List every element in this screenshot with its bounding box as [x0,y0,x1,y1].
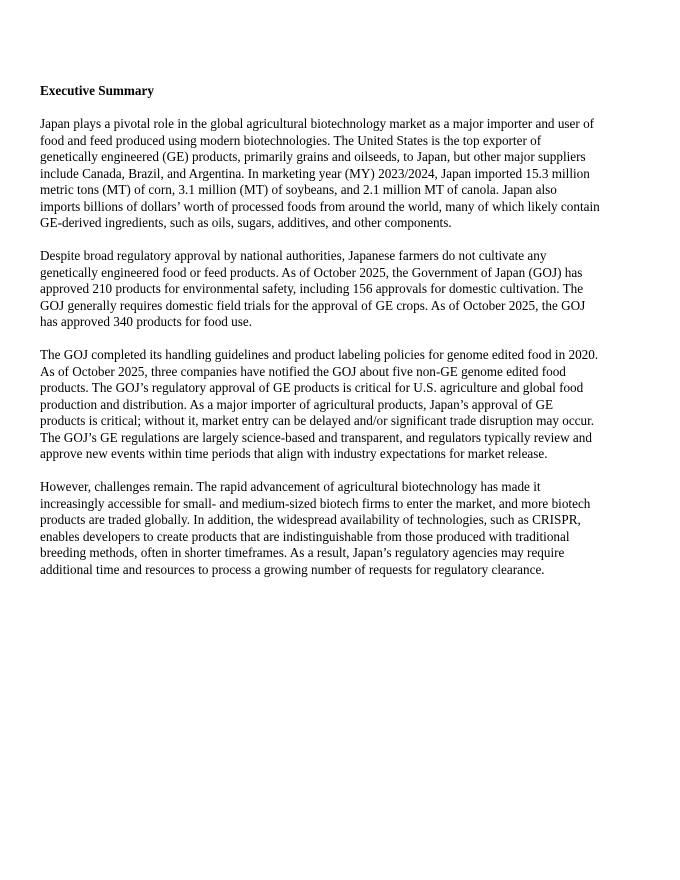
paragraph-3: The GOJ completed its handling guidelines and product labeling policies for genome edited food in 2020. As of October 2025, three companies have notified the GOJ about five non-GE genome edited food products. The GOJ’s regulatory approval of GE products is critical for U.S. agriculture and global food production and distribution. As a major importer of agricultural products, Japan’s approval of GE products is critical; without it, market entry can be delayed and/or significant trade disruption may occur. The GOJ’s GE regulations are largely science-based and transparent, and regulators typically review and approve new events within time periods that align with industry expectations for market release. [40,347,599,461]
paragraph-1: Japan plays a pivotal role in the global agricultural biotechnology market as a major importer and user of food and feed produced using modern biotechnologies. The United States is the top exporter of genetically engineered (GE) products, primarily grains and oilseeds, to Japan, but other major suppliers include Canada, Brazil, and Argentina. In marketing year (MY) 2023/2024, Japan imported 15.3 million metric tons (MT) of corn, 3.1 million (MT) of soybeans, and 2.1 million MT of canola. Japan also imports billions of dollars’ worth of processed foods from around the world, many of which likely contain GE-derived ingredients, such as oils, sugars, additives, and other components. [40,116,600,230]
section-heading: Executive Summary [40,83,154,98]
paragraph-4: However, challenges remain. The rapid advancement of agricultural biotechnology has made it increasingly accessible for small- and medium-sized biotech firms to enter the market, and more biotech products are traded globally. In addition, the widespread availability of technologies, such as CRISPR, enables developers to create products that are indistinguishable from those produced with traditional breeding methods, often in shorter timeframes. As a result, Japan’s regulatory agencies may require additional time and resources to process a growing number of requests for regulatory clearance. [40,479,591,577]
paragraph-2: Despite broad regulatory approval by national authorities, Japanese farmers do not cultivate any genetically engineered food or feed products. As of October 2025, the Government of Japan (GOJ) has approved 210 products for environmental safety, including 156 approvals for domestic cultivation. The GOJ generally requires domestic field trials for the approval of GE crops. As of October 2025, the GOJ has approved 340 products for food use. [40,248,586,329]
document-page [40,83,600,595]
